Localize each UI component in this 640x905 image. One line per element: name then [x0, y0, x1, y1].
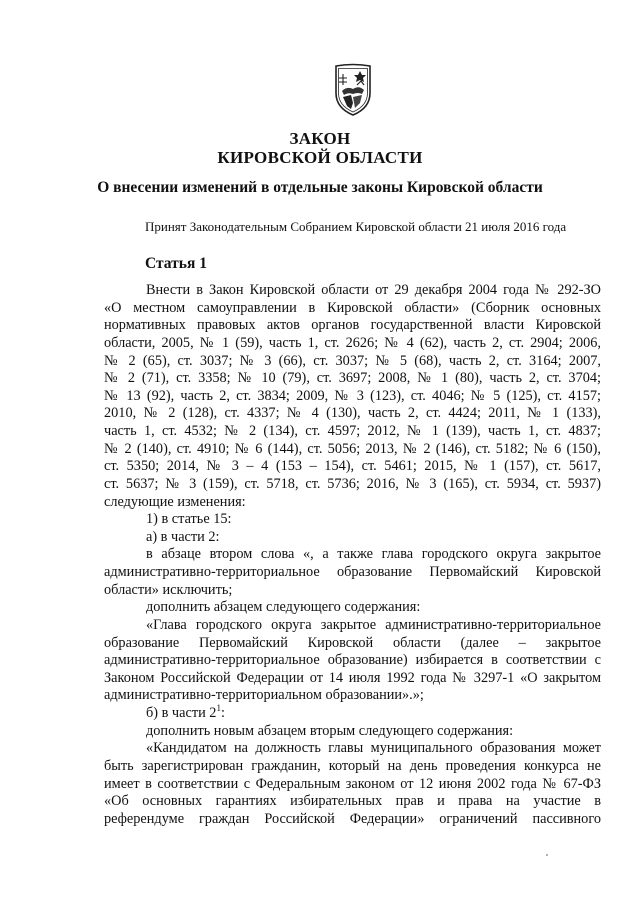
add-paragraph-line: дополнить новым абзацем вторым следующего содержания:	[146, 722, 514, 739]
intro-line: ст. 5350; 2014, № 3 – 4 (153 – 154), ст. 5461; 2015, № 1 (157), ст. 5617,	[104, 458, 601, 475]
item-b-superscript: 1	[216, 703, 221, 714]
quote-line: административно-территориальное образование) избирается в соответствии с	[104, 652, 601, 669]
document-body	[104, 282, 601, 828]
intro-line: № 13 (92), часть 2, ст. 3834; 2009, № 3 (123), ст. 4046; № 5 (125), ст. 4157;	[104, 387, 601, 404]
scan-speck	[546, 854, 548, 856]
quote-line: быть зарегистрирован гражданин, который на день проведения конкурса не	[104, 757, 601, 774]
quote-line: имеет в соответствии с Федеральным законом от 12 июня 2002 года № 67-ФЗ	[104, 775, 601, 792]
quote-line: Законом Российской Федерации от 14 июля 1992 года № 3297-1 «О закрытом	[104, 669, 601, 686]
add-paragraph-line: дополнить абзацем следующего содержания:	[146, 599, 421, 616]
item-b	[104, 705, 601, 723]
law-title: ЗАКОН	[289, 129, 351, 148]
adoption-line: Принят Законодательным Собранием Кировской области 21 июля 2016 года	[145, 219, 567, 234]
item-1: 1) в статье 15:	[146, 511, 232, 528]
kirov-coat-of-arms-icon	[331, 63, 375, 117]
region-title: КИРОВСКОЙ ОБЛАСТИ	[217, 148, 423, 167]
item-b-text: б) в части 2	[146, 705, 217, 721]
item-b-colon: :	[220, 705, 225, 721]
quote-line: референдуме граждан Российской Федерации» ограничений пассивного	[104, 810, 601, 827]
quote-line: «Кандидатом на должность главы муниципального образования может	[146, 740, 601, 757]
intro-line: следующие изменения:	[104, 493, 246, 510]
intro-line: области, 2005, № 1 (59), часть 1, ст. 2626; № 4 (62), часть 2, ст. 2904; 2006,	[104, 334, 601, 351]
intro-line: нормативных правовых актов органов государственной власти Кировской	[104, 317, 601, 334]
quote-line: образование Первомайский Кировской области (далее – закрытое	[104, 634, 601, 651]
item-a: а) в части 2:	[146, 528, 220, 545]
intro-line: № 2 (65), ст. 3037; № 3 (66), ст. 3037; № 5 (68), часть 2, ст. 3164; 2007,	[104, 352, 601, 369]
intro-line: 2010, № 2 (128), ст. 4337; № 4 (130), часть 2, ст. 4424; 2011, № 1 (133),	[104, 405, 601, 422]
law-subtitle: О внесении изменений в отдельные законы Кировской области	[97, 179, 543, 196]
amendment-line: административно-территориальное образование Первомайский Кировской	[104, 564, 601, 580]
intro-line: «О местном самоуправлении в Кировской области» (Сборник основных	[104, 299, 601, 316]
quote-line: «Глава городского округа закрытое административно-территориальное	[146, 616, 601, 633]
quote-line: «Об основных гарантиях избирательных прав и права на участие в	[104, 793, 601, 810]
quote-line: административно-территориальном образовании».»;	[104, 687, 424, 704]
intro-line: часть 1, ст. 4532; № 2 (134), ст. 4597; 2012, № 1 (139), часть 1, ст. 4837;	[104, 423, 601, 439]
amendment-line: области» исключить;	[104, 581, 233, 598]
intro-line: № 2 (71), ст. 3358; № 10 (79), ст. 3697; 2008, № 1 (80), часть 2, ст. 3704;	[104, 370, 601, 387]
amendment-line: в абзаце втором слова «, а также глава городского округа закрытое	[146, 546, 601, 563]
article-heading: Статья 1	[145, 255, 207, 272]
intro-line: Внести в Закон Кировской области от 29 декабря 2004 года № 292-ЗО	[146, 282, 601, 298]
intro-line: № 2 (140), ст. 4910; № 6 (144), ст. 5056; 2013, № 2 (146), ст. 5182; № 6 (150),	[104, 440, 601, 457]
intro-line: ст. 5637; № 3 (159), ст. 5718, ст. 5736; 2016, № 3 (165), ст. 5934, ст. 5937)	[104, 475, 601, 492]
